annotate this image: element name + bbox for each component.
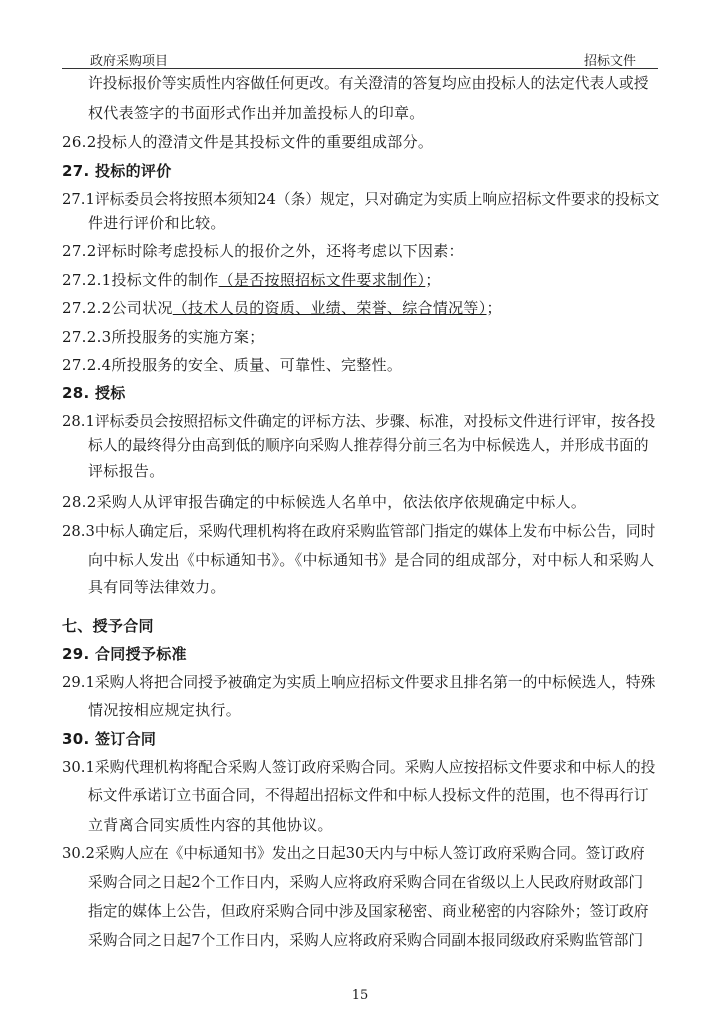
text-line: 件进行评价和比较。 <box>88 214 226 232</box>
text-line: 28.1评标委员会按照招标文件确定的评标方法、步骤、标准，对投标文件进行评审，按各投 <box>62 413 656 430</box>
header-right: 招标文件 <box>583 54 636 69</box>
header-left: 政府采购项目 <box>90 54 169 69</box>
page-header <box>62 50 658 69</box>
page-number: 15 <box>351 988 369 1003</box>
item-label: 27.2.2公司状况 <box>62 299 173 317</box>
punctuation: ； <box>425 271 441 289</box>
item-label: 27.2.1投标文件的制作 <box>62 271 219 289</box>
section-heading: 27. 投标的评价 <box>62 162 172 180</box>
text-line: 立背离合同实质性内容的其他协议。 <box>88 816 333 834</box>
section-heading: 29. 合同授予标准 <box>62 645 187 663</box>
text-line: 27.2.4所投服务的安全、质量、可靠性、完整性。 <box>62 356 403 374</box>
text-line: 指定的媒体上公告，但政府采购合同中涉及国家秘密、商业秘密的内容除外；签订政府 <box>88 903 649 920</box>
punctuation: ； <box>486 299 502 317</box>
text-line: 标人的最终得分由高到低的顺序向采购人推荐得分前三名为中标候选人，并形成书面的 <box>88 437 649 454</box>
text-line: 采购合同之日起7个工作日内，采购人应将政府采购合同副本报同级政府采购监管部门 <box>88 932 644 949</box>
text-line <box>62 270 441 290</box>
text-line: 27.1评标委员会将按照本须知24（条）规定，只对确定为实质上响应招标文件要求的投标文 <box>62 191 660 208</box>
text-line <box>62 298 502 318</box>
text-line: 具有同等法律效力。 <box>88 578 226 596</box>
text-line: 30.2采购人应在《中标通知书》发出之日起30天内与中标人签订政府采购合同。签订政府 <box>62 845 645 862</box>
text-line: 29.1采购人将把合同授予被确定为实质上响应招标文件要求且排名第一的中标候选人，特殊 <box>62 674 656 691</box>
text-line: 27.2评标时除考虑投标人的报价之外，还将考虑以下因素： <box>62 242 464 260</box>
text-line: 28.3中标人确定后，采购代理机构将在政府采购监管部门指定的媒体上发布中标公告，同时 <box>62 523 656 540</box>
text-line: 30.1采购代理机构将配合采购人签订政府采购合同。采购人应按招标文件要求和中标人的投 <box>62 759 656 776</box>
chapter-heading: 七、授予合同 <box>62 617 154 635</box>
text-line: 许投标报价等实质性内容做任何更改。有关澄清的答复均应由投标人的法定代表人或授 <box>88 75 649 92</box>
text-line: 27.2.3所投服务的实施方案； <box>62 328 265 346</box>
text-line: 情况按相应规定执行。 <box>88 701 242 719</box>
text-line: 采购合同之日起2个工作日内，采购人应将政府采购合同在省级以上人民政府财政部门 <box>88 874 644 891</box>
text-line: 评标报告。 <box>88 462 165 480</box>
section-heading: 30. 签订合同 <box>62 730 157 748</box>
text-line: 标文件承诺订立书面合同，不得超出招标文件和中标人投标文件的范围，也不得再行订 <box>88 787 649 804</box>
text-line: 26.2投标人的澄清文件是其投标文件的重要组成部分。 <box>62 133 434 151</box>
underlined-note: （技术人员的资质、业绩、荣誉、综合情况等） <box>172 299 487 317</box>
text-line: 28.2采购人从评审报告确定的中标候选人名单中，依法依序依规确定中标人。 <box>62 493 587 511</box>
text-line: 权代表签字的书面形式作出并加盖投标人的印章。 <box>88 104 425 122</box>
underlined-note: （是否按照招标文件要求制作） <box>218 271 426 289</box>
text-line: 向中标人发出《中标通知书》。《中标通知书》是合同的组成部分，对中标人和采购人 <box>88 551 655 569</box>
section-heading: 28. 授标 <box>62 384 126 402</box>
